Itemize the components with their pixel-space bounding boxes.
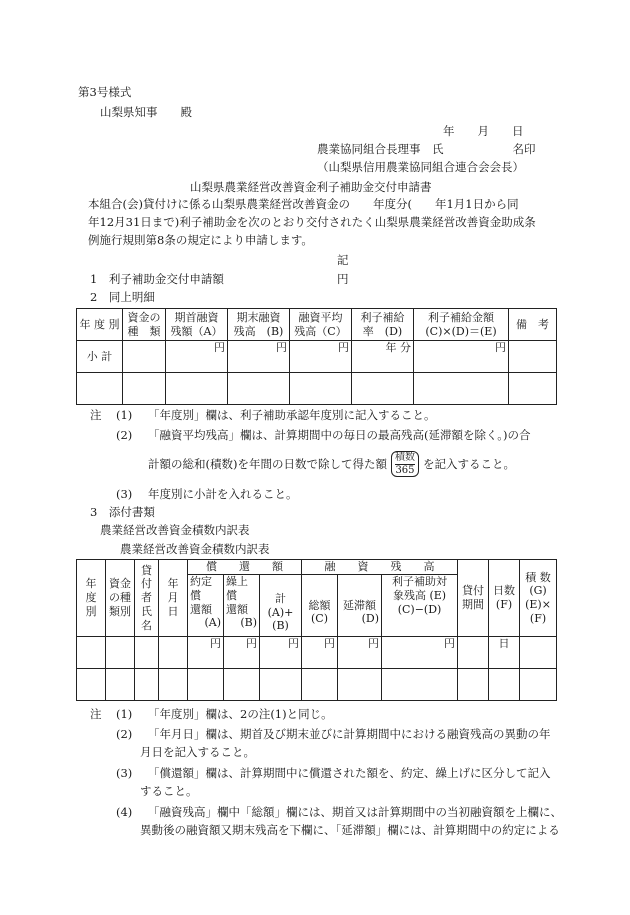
header-lender-t2: 貸 付 者 氏 名 [135,560,159,637]
header-days-t2: 日数 (F) [489,560,520,637]
notes2-n2-num: (2) [116,727,133,741]
header-subsidy-amount: 利子補給金額 (C)×(D)＝(E) [414,309,509,341]
notes2-n2b: 月日を記入すること。 [140,745,255,759]
table-cell [123,341,166,373]
notes2-n4-num: (4) [116,805,133,819]
header-opening-balance: 期首融資 残額（A） [166,309,228,341]
notes2-n1: 「年度別」欄は、2の注(1)と同じ。 [148,707,333,721]
header-year: 年 度 別 [77,309,123,341]
table-cell [224,669,260,701]
product-breakdown-table [76,559,557,701]
body-line-2: 年12月31日まで)利子補助金を次のとおり交付されたく山梨県農業経営改善資金助成条 [88,215,536,229]
table-cell [123,373,166,405]
subsidy-detail-table [76,308,557,405]
unit-yen: 円 [414,341,509,373]
notes2-n1-num: (1) [116,707,133,721]
unit-yen: 円 [166,341,228,373]
header-remarks: 備 考 [509,309,557,341]
document-title: 山梨県農業経営改善資金利子補助金交付申請書 [190,180,432,194]
addressee: 山梨県知事 殿 [100,105,192,119]
table-cell [489,669,520,701]
header-period-t2: 貸付 期間 [458,560,489,637]
sub-contract-repay: 約定償 還額 (A) [188,575,224,637]
unit-nenbu: 年 分 [352,341,414,373]
fraction-box: $\frac{\text{積数}}{365}$ [391,451,419,477]
table-cell [166,373,228,405]
header-fund-t2: 資金 の種 類別 [106,560,135,637]
body-line-3: 例施行規則第8条の規定により申請します。 [88,233,313,247]
sub-overdue: 延滞額 (D) [338,575,382,637]
table-cell [188,669,224,701]
table-cell [106,637,135,669]
header-date-t2: 年 月 日 [159,560,188,637]
notes2-n3b: すること。 [140,784,198,798]
table-cell [135,637,159,669]
header-balance-t2: 融 資 残 高 [302,560,458,575]
table-cell [509,341,557,373]
notes1-n1-num: (1) [116,408,133,422]
sub-sum: 総額 (C) [302,575,338,637]
subtotal-label: 小 計 [77,341,123,373]
table-cell [228,373,290,405]
form-number: 第3号様式 [78,85,132,99]
header-average-balance: 融資平均 残高（C） [290,309,352,341]
notes1-prefix: 注 [90,408,102,422]
unit-yen: 円 [188,637,224,669]
item1-unit: 円 [337,272,349,286]
header-year-t2: 年 度 別 [77,560,106,637]
table-cell [458,637,489,669]
unit-day: 日 [489,637,520,669]
notes1-n2-num: (2) [116,428,133,442]
item3-sub2: 農業経営改善資金積数内訳表 [120,542,270,556]
header-fund-type: 資金の 種 類 [123,309,166,341]
applicant-line: 農業協同組合長理事 氏 名印 [317,142,536,156]
body-line-1: 本組合(会)貸付けに係る山梨県農業経営改善資金の 年度分( 年1月1日から同 [88,197,519,211]
notes2-n4a: 「融資残高」欄中「総額」欄には、期首又は計算期間中の当初融資額を上欄に、 [148,805,562,819]
header-subsidy-rate: 利子補給 率 (D) [352,309,414,341]
notes1-n3-num: (3) [116,487,133,501]
notes1-n3: 年度別に小計を入れること。 [148,487,298,501]
notes1-n2b: 計額の総和(積数)を年間の日数で除して得た額 $\frac{\text{積数}}{365}$ を記入すること。 [148,452,515,476]
header-repayment-t2: 償 還 額 [188,560,302,575]
unit-yen: 円 [260,637,302,669]
table-cell [352,373,414,405]
table-cell [382,669,458,701]
table-cell [458,669,489,701]
item3-sub1: 農業経営改善資金積数内訳表 [100,523,250,537]
notes2-n2a: 「年月日」欄は、期首及び期末並びに計算期間中における融資残高の異動の年 [148,727,551,741]
notes2-prefix: 注 [90,707,102,721]
applicant-sub: （山梨県信用農業協同組合連合会会長） [317,160,524,174]
table-cell [509,373,557,405]
sub-early-repay: 繰上償 還額 (B) [224,575,260,637]
table-cell [106,669,135,701]
item2-label: 2 同上明細 [90,290,155,304]
table-cell [77,637,106,669]
notes1-n1: 「年度別」欄は、利子補助承認年度別に記入すること。 [148,408,436,422]
unit-yen: 円 [224,637,260,669]
table-cell [414,373,509,405]
table-cell [302,669,338,701]
header-closing-balance: 期末融資 残高 (B) [228,309,290,341]
item3-label: 3 添付書類 [90,505,155,519]
table-cell [520,637,557,669]
table-cell [159,637,188,669]
table-cell [77,373,123,405]
sub-target-balance: 利子補助対 象残高 (E) (C)−(D) [382,575,458,637]
notes2-n3a: 「償還額」欄は、計算期間中に償還された額を、約定、繰上げに区分して記入 [148,766,551,780]
notes2-n4b: 異動後の融資額又期末残高を下欄に、「延滞額」欄には、計算期間中の約定による [140,823,560,837]
date-line: 年 月 日 [443,124,524,138]
header-product-t2: 積 数 (G) (E)× (F) [520,560,557,637]
unit-yen: 円 [228,341,290,373]
unit-yen: 円 [290,341,352,373]
notes2-n3-num: (3) [116,766,133,780]
notes1-n2a: 「融資平均残高」欄は、計算期間中の毎日の最高残高(延滞額を除く。)の合 [148,428,531,442]
table-cell [520,669,557,701]
sub-total-repay: 計 (A)+(B) [260,575,302,637]
table-cell [77,669,106,701]
table-cell [135,669,159,701]
unit-yen: 円 [338,637,382,669]
table-cell [338,669,382,701]
table-cell [159,669,188,701]
unit-yen: 円 [382,637,458,669]
table-cell [260,669,302,701]
ki-mark: 記 [337,253,349,267]
item1-label: 1 利子補助金交付申請額 [90,272,224,286]
unit-yen: 円 [302,637,338,669]
table-cell [290,373,352,405]
